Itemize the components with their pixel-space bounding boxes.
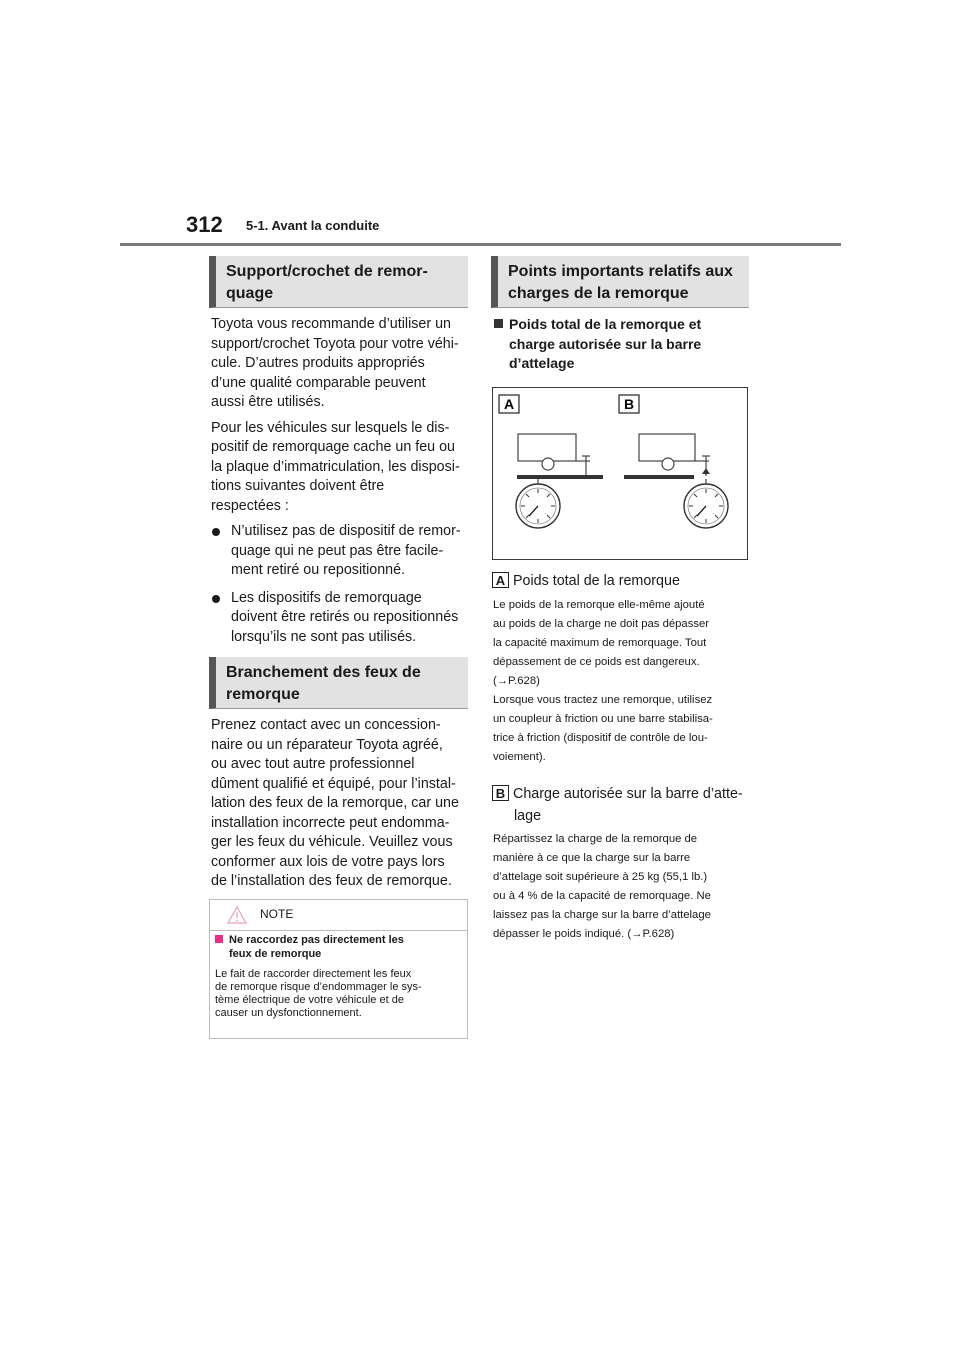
bullet-item: Les dispositifs de remorquage doivent être retirés ou repositionnés lorsqu’ils ne sont pas utilisés. xyxy=(211,589,471,648)
bullet-item: N’utilisez pas de dispositif de remor- quage qui ne peut pas être facile- ment retiré ou repositionné. xyxy=(211,522,471,581)
item-b-body: Répartissez la charge de la remorque de manière à ce que la charge sur la barre d’attelage soit supérieure à 25 kg (55,1 lb.) ou à 4 % de la capacité de remorquage. Ne laissez pas la charge sur la barre d’attelage dépasser le poids indiqué. (→P.628) xyxy=(493,833,711,940)
towing-hitch-text xyxy=(211,315,471,647)
note-heading: Ne raccordez pas directement les feux de remorque xyxy=(215,934,463,961)
warning-triangle-icon xyxy=(226,905,248,925)
paragraph: Pour les véhicules sur lesquels le dis- positif de remorquage cache un feu ou la plaque d’immatriculation, les disposi- tions suivantes doivent être respectées : xyxy=(211,419,460,514)
page-number: 312 xyxy=(186,212,223,237)
header-rule xyxy=(120,243,841,246)
subheading-weight-load: Poids total de la remorque et charge autorisée sur la barre d’attelage xyxy=(494,315,744,374)
trailer-lights-text xyxy=(211,716,471,892)
trailer-weight-diagram xyxy=(492,387,748,560)
item-a-body: Le poids de la remorque elle-même ajouté au poids de la charge ne doit pas dépasser la capacité maximum de remorquage. Tout dépassement de ce poids est dangereux. (→P.628) Lorsque vous tractez une remorque, utilisez un coupleur à friction ou une barre stabilisa- trice à friction (dispositif de contrôle de lou- voiement). xyxy=(493,599,713,763)
scale-gauge-a-icon xyxy=(516,484,560,528)
heading-line: Points importants relatifs aux xyxy=(508,263,733,280)
section-heading-trailer-lights xyxy=(209,657,468,709)
letter-b-badge: B xyxy=(492,785,509,801)
note-body: Le fait de raccorder directement les feux de remorque risque d’endommager le sys- tème électrique de votre véhicule et de causer un dysfonctionnement. xyxy=(215,968,422,1019)
trailer-a-illustration xyxy=(517,434,603,484)
letter-a-badge: A xyxy=(492,572,509,588)
square-marker-icon xyxy=(215,935,223,943)
heading-line: remorque xyxy=(226,686,300,703)
heading-line: charges de la remorque xyxy=(508,285,689,302)
paragraph: Toyota vous recommande d’utiliser un support/crochet Toyota pour votre véhi- cule. D’autres produits appropriés d’une qualité comparable peuvent aussi être utilisés. xyxy=(211,316,459,410)
heading-line: Support/crochet de remor- xyxy=(226,263,428,280)
chapter-title: 5-1. Avant la conduite xyxy=(246,218,380,233)
section-heading-trailer-loads xyxy=(491,256,749,308)
heading-line: quage xyxy=(226,285,274,302)
heading-line: Branchement des feux de xyxy=(226,664,421,681)
note-header xyxy=(210,900,467,931)
scale-gauge-b-icon xyxy=(684,484,728,528)
paragraph: Prenez contact avec un concession- naire ou un réparateur Toyota agréé, ou avec tout autre professionnel dûment qualifié et équipé, pour l’instal- lation des feux de la remorque, car une installation incorrecte peut endomma- ger les feux du véhicule. Veuillez vous conformer aux lois de votre pays lors de l’installation des feux de remorque. xyxy=(211,717,459,889)
diagram-label-b: B xyxy=(623,396,635,412)
section-heading-towing-hitch xyxy=(209,256,468,308)
diagram-illustration xyxy=(493,388,747,559)
diagram-label-a: A xyxy=(503,396,515,412)
note-label: NOTE xyxy=(260,907,294,921)
square-marker-icon xyxy=(494,319,503,328)
item-b-title: B Charge autorisée sur la barre d’atte- lage xyxy=(492,783,754,827)
note-box xyxy=(209,899,468,1039)
trailer-b-illustration xyxy=(624,434,710,484)
item-a-title: A Poids total de la remorque xyxy=(492,572,752,591)
